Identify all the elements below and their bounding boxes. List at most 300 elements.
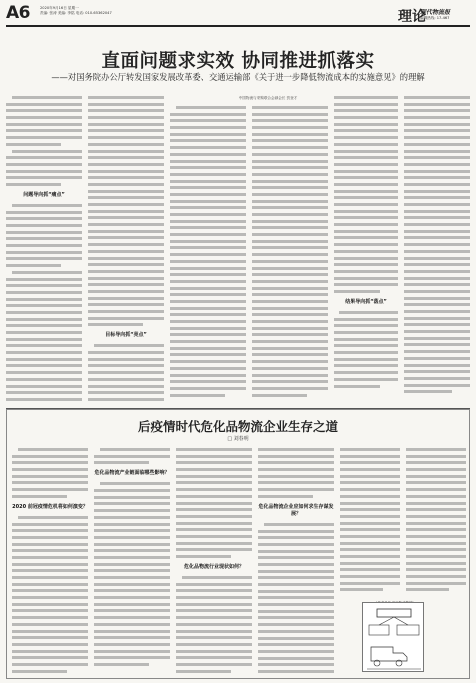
text-line	[334, 371, 398, 374]
text-line	[334, 170, 398, 173]
text-line	[88, 358, 164, 361]
text-line	[404, 156, 470, 159]
text-line	[334, 324, 398, 327]
text-line	[170, 180, 246, 183]
text-line	[176, 596, 252, 599]
text-line	[334, 277, 398, 280]
text-line	[170, 260, 246, 263]
text-line	[258, 488, 334, 491]
text-line	[334, 331, 398, 334]
subhead-pain-points: 问题导向抓“痛点”	[23, 191, 65, 198]
text-line	[176, 502, 252, 505]
text-line	[334, 150, 398, 153]
text-line	[170, 119, 246, 122]
text-line	[340, 568, 400, 571]
text-line	[6, 257, 82, 260]
text-line	[406, 481, 466, 484]
text-line	[170, 240, 246, 243]
subhead-highlights: 目标导向抓“亮点”	[105, 332, 147, 339]
text-line	[406, 448, 466, 451]
text-line	[252, 353, 328, 356]
text-line	[6, 217, 82, 220]
text-line	[6, 183, 61, 186]
text-line	[6, 351, 82, 354]
article2-column-6	[406, 448, 466, 598]
text-line	[12, 616, 88, 619]
text-line	[404, 203, 470, 206]
text-line	[88, 96, 164, 99]
text-line	[252, 293, 328, 296]
text-line	[252, 347, 328, 350]
text-line	[176, 589, 252, 592]
text-line	[170, 307, 246, 310]
text-line	[6, 129, 82, 132]
text-line	[176, 643, 252, 646]
text-line	[6, 116, 82, 119]
text-line	[258, 468, 334, 471]
article1-column-6	[404, 96, 470, 404]
text-line	[334, 270, 398, 273]
text-line	[404, 176, 470, 179]
issue-meta	[40, 6, 112, 16]
text-line	[94, 536, 170, 539]
text-line	[6, 237, 82, 240]
text-line	[404, 170, 470, 173]
text-line	[252, 360, 328, 363]
text-line	[252, 287, 328, 290]
text-line	[404, 163, 470, 166]
text-line	[12, 475, 88, 478]
subhead-survival: 危化品物流企业应如何求生存谋发展？	[258, 503, 334, 517]
text-line	[340, 495, 400, 498]
text-line	[404, 230, 470, 233]
text-line	[406, 502, 466, 505]
text-line	[334, 190, 398, 193]
text-line	[94, 549, 170, 552]
text-line	[88, 176, 164, 179]
text-line	[404, 210, 470, 213]
text-line	[94, 502, 170, 505]
text-line	[170, 280, 246, 283]
text-line	[170, 347, 246, 350]
text-line	[176, 656, 252, 659]
text-line	[170, 320, 246, 323]
text-line	[170, 387, 246, 390]
text-line	[170, 300, 246, 303]
text-line	[404, 303, 470, 306]
text-line	[170, 133, 246, 136]
text-line	[170, 293, 246, 296]
text-line	[94, 556, 170, 559]
text-line	[6, 311, 82, 314]
text-line	[252, 340, 328, 343]
issue-date: 2020年9月16日 星期一	[40, 6, 79, 10]
text-line	[176, 448, 252, 451]
text-line	[252, 233, 328, 236]
text-line	[6, 304, 82, 307]
text-line	[340, 535, 400, 538]
subhead-pandemic: 2020 前冠疫情危机将如何演变？	[12, 503, 88, 510]
article1-byline: 中国物流与采购联合会副会长 贺登才	[238, 96, 298, 100]
text-line	[334, 210, 398, 213]
text-line	[12, 549, 88, 552]
illustration-figure	[362, 602, 424, 672]
text-line	[100, 482, 170, 485]
text-line	[94, 489, 170, 492]
text-line	[252, 307, 328, 310]
text-line	[6, 338, 82, 341]
text-line	[176, 636, 252, 639]
article2-column-2	[94, 448, 170, 674]
text-line	[252, 200, 328, 203]
text-line	[12, 636, 88, 639]
illustration-graphic	[363, 603, 425, 673]
text-line	[12, 576, 88, 579]
text-line	[406, 515, 466, 518]
text-line	[334, 176, 398, 179]
text-line	[170, 193, 246, 196]
text-line	[176, 535, 252, 538]
text-line	[6, 378, 82, 381]
text-line	[334, 123, 398, 126]
text-line	[12, 569, 88, 572]
text-line	[176, 623, 252, 626]
header-rule	[6, 25, 470, 27]
text-line	[176, 508, 252, 511]
article2-column-1	[12, 448, 88, 674]
text-line	[252, 193, 328, 196]
text-line	[170, 340, 246, 343]
text-line	[252, 113, 328, 116]
article2-column-4	[258, 448, 334, 674]
text-line	[6, 264, 61, 267]
text-line	[404, 123, 470, 126]
text-line	[334, 364, 398, 367]
text-line	[170, 220, 246, 223]
text-line	[88, 385, 164, 388]
text-line	[12, 670, 67, 673]
text-line	[170, 166, 246, 169]
text-line	[340, 528, 400, 531]
text-line	[252, 240, 328, 243]
text-line	[258, 610, 334, 613]
text-line	[170, 233, 246, 236]
text-line	[340, 555, 400, 558]
text-line	[258, 583, 334, 586]
text-line	[176, 475, 252, 478]
text-line	[170, 146, 246, 149]
text-line	[334, 143, 398, 146]
text-line	[176, 528, 252, 531]
text-line	[88, 250, 164, 253]
text-line	[6, 385, 82, 388]
text-line	[252, 313, 328, 316]
paper-name: 现代物流报	[420, 9, 451, 16]
text-line	[6, 109, 82, 112]
text-line	[258, 556, 334, 559]
text-line	[6, 291, 82, 294]
text-line	[6, 163, 82, 166]
text-line	[88, 230, 164, 233]
text-line	[340, 468, 400, 471]
text-line	[6, 224, 82, 227]
text-line	[340, 488, 400, 491]
text-line	[258, 630, 334, 633]
text-line	[170, 173, 246, 176]
text-line	[340, 475, 400, 478]
text-line	[176, 515, 252, 518]
text-line	[258, 643, 334, 646]
text-line	[88, 371, 164, 374]
text-line	[258, 637, 334, 640]
text-line	[88, 310, 164, 313]
text-line	[88, 297, 164, 300]
text-line	[94, 609, 170, 612]
text-line	[94, 603, 170, 606]
section-badge: 理论	[398, 9, 426, 25]
text-line	[12, 495, 67, 498]
text-line	[88, 323, 143, 326]
text-line	[404, 116, 470, 119]
text-line	[252, 226, 328, 229]
text-line	[334, 358, 398, 361]
text-line	[252, 300, 328, 303]
text-line	[94, 523, 170, 526]
text-line	[404, 257, 470, 260]
text-line	[334, 263, 398, 266]
text-line	[176, 670, 231, 673]
text-line	[404, 250, 470, 253]
text-line	[340, 542, 400, 545]
text-line	[258, 657, 334, 660]
text-line	[404, 370, 470, 373]
text-line	[88, 283, 164, 286]
text-line	[170, 353, 246, 356]
text-line	[404, 277, 470, 280]
text-line	[12, 630, 88, 633]
text-line	[6, 244, 82, 247]
text-line	[88, 136, 164, 139]
text-line	[252, 106, 328, 109]
text-line	[176, 616, 252, 619]
text-line	[176, 630, 252, 633]
text-line	[6, 123, 82, 126]
text-line	[258, 536, 334, 539]
text-line	[252, 220, 328, 223]
text-line	[88, 257, 164, 260]
text-line	[88, 303, 164, 306]
text-line	[252, 327, 328, 330]
text-line	[94, 663, 149, 666]
text-line	[252, 146, 328, 149]
text-line	[12, 563, 88, 566]
text-line	[404, 337, 470, 340]
text-line	[94, 496, 170, 499]
text-line	[252, 119, 328, 122]
text-line	[252, 367, 328, 370]
text-line	[334, 183, 398, 186]
subhead-industry-status: 危化品物流行业现状如何？	[183, 564, 244, 570]
editor-line: 编辑热线: 17-467	[420, 16, 450, 20]
text-line	[334, 283, 398, 286]
text-line	[340, 515, 400, 518]
text-line	[252, 280, 328, 283]
text-line	[404, 290, 470, 293]
text-line	[6, 103, 82, 106]
text-line	[94, 650, 170, 653]
text-line	[404, 317, 470, 320]
text-line	[88, 196, 164, 199]
text-line	[258, 616, 334, 619]
text-line	[258, 495, 313, 498]
text-line	[404, 243, 470, 246]
text-line	[6, 278, 82, 281]
text-line	[94, 455, 170, 458]
text-line	[404, 297, 470, 300]
text-line	[94, 623, 170, 626]
text-line	[406, 562, 466, 565]
text-line	[6, 371, 82, 374]
text-line	[176, 548, 252, 551]
text-line	[340, 548, 400, 551]
text-line	[6, 211, 82, 214]
text-line	[94, 583, 170, 586]
text-line	[176, 488, 252, 491]
text-line	[340, 502, 400, 505]
text-line	[334, 156, 398, 159]
text-line	[252, 387, 328, 390]
text-line	[88, 163, 164, 166]
text-line	[258, 530, 334, 533]
text-line	[340, 522, 400, 525]
text-line	[12, 663, 88, 666]
text-line	[404, 357, 470, 360]
text-line	[170, 226, 246, 229]
text-line	[404, 96, 470, 99]
text-line	[258, 461, 334, 464]
text-line	[252, 374, 328, 377]
text-line	[94, 643, 170, 646]
text-line	[406, 495, 466, 498]
text-line	[404, 323, 470, 326]
text-line	[406, 582, 466, 585]
text-line	[334, 338, 398, 341]
article1-column-1	[6, 96, 82, 404]
text-line	[88, 109, 164, 112]
text-line	[6, 364, 82, 367]
text-line	[258, 623, 334, 626]
text-line	[88, 223, 164, 226]
text-line	[88, 183, 164, 186]
text-line	[406, 588, 449, 591]
text-line	[88, 150, 164, 153]
text-line	[252, 273, 328, 276]
text-line	[6, 251, 82, 254]
text-line	[170, 139, 246, 142]
text-line	[12, 596, 88, 599]
text-line	[12, 536, 88, 539]
text-line	[170, 246, 246, 249]
text-line	[18, 516, 88, 519]
text-line	[94, 509, 170, 512]
text-line	[170, 273, 246, 276]
text-line	[252, 180, 328, 183]
article1-column-3	[170, 106, 246, 404]
text-line	[88, 129, 164, 132]
text-line	[252, 206, 328, 209]
text-line	[6, 344, 82, 347]
text-line	[340, 455, 400, 458]
text-line	[252, 267, 328, 270]
text-line	[258, 543, 334, 546]
text-line	[252, 380, 328, 383]
text-line	[334, 230, 398, 233]
text-line	[406, 542, 466, 545]
text-line	[94, 563, 170, 566]
text-line	[6, 176, 82, 179]
text-line	[88, 351, 164, 354]
text-line	[334, 96, 398, 99]
text-line	[334, 109, 398, 112]
text-line	[334, 216, 398, 219]
text-line	[12, 656, 88, 659]
text-line	[334, 351, 398, 354]
text-line	[6, 156, 82, 159]
text-line	[88, 243, 164, 246]
text-line	[12, 643, 88, 646]
article2-byline: □ 刘春明	[227, 436, 249, 442]
main-headline: 直面问题求实效 协同推进抓落实	[101, 51, 375, 72]
text-line	[258, 590, 334, 593]
article2-headline: 后疫情时代危化品物流企业生存之道	[137, 419, 338, 434]
text-line	[404, 350, 470, 353]
text-line	[12, 583, 88, 586]
text-line	[94, 344, 164, 347]
text-line	[406, 461, 466, 464]
issue-editors: 责编: 张涛 美编: 李铭 电话: 010-65362047	[40, 11, 112, 15]
subhead-supply-chain: 危化品物流产业链面临哪些影响？	[94, 470, 170, 477]
text-line	[94, 656, 170, 659]
text-line	[404, 377, 470, 380]
article2-column-5	[340, 448, 400, 598]
text-line	[334, 136, 398, 139]
text-line	[404, 263, 470, 266]
text-line	[176, 481, 252, 484]
text-line	[176, 495, 252, 498]
text-line	[406, 575, 466, 578]
text-line	[258, 663, 334, 666]
article1-column-4	[252, 106, 328, 404]
text-line	[88, 263, 164, 266]
text-line	[334, 250, 398, 253]
text-line	[6, 136, 82, 139]
text-line	[170, 267, 246, 270]
text-line	[404, 216, 470, 219]
text-line	[170, 213, 246, 216]
text-line	[334, 290, 380, 293]
text-line	[88, 378, 164, 381]
text-line	[404, 183, 470, 186]
text-line	[334, 223, 398, 226]
text-line	[252, 133, 328, 136]
text-line	[88, 317, 164, 320]
text-line	[340, 461, 400, 464]
text-line	[170, 287, 246, 290]
text-line	[340, 582, 400, 585]
text-line	[252, 139, 328, 142]
text-line	[252, 213, 328, 216]
text-line	[334, 196, 398, 199]
